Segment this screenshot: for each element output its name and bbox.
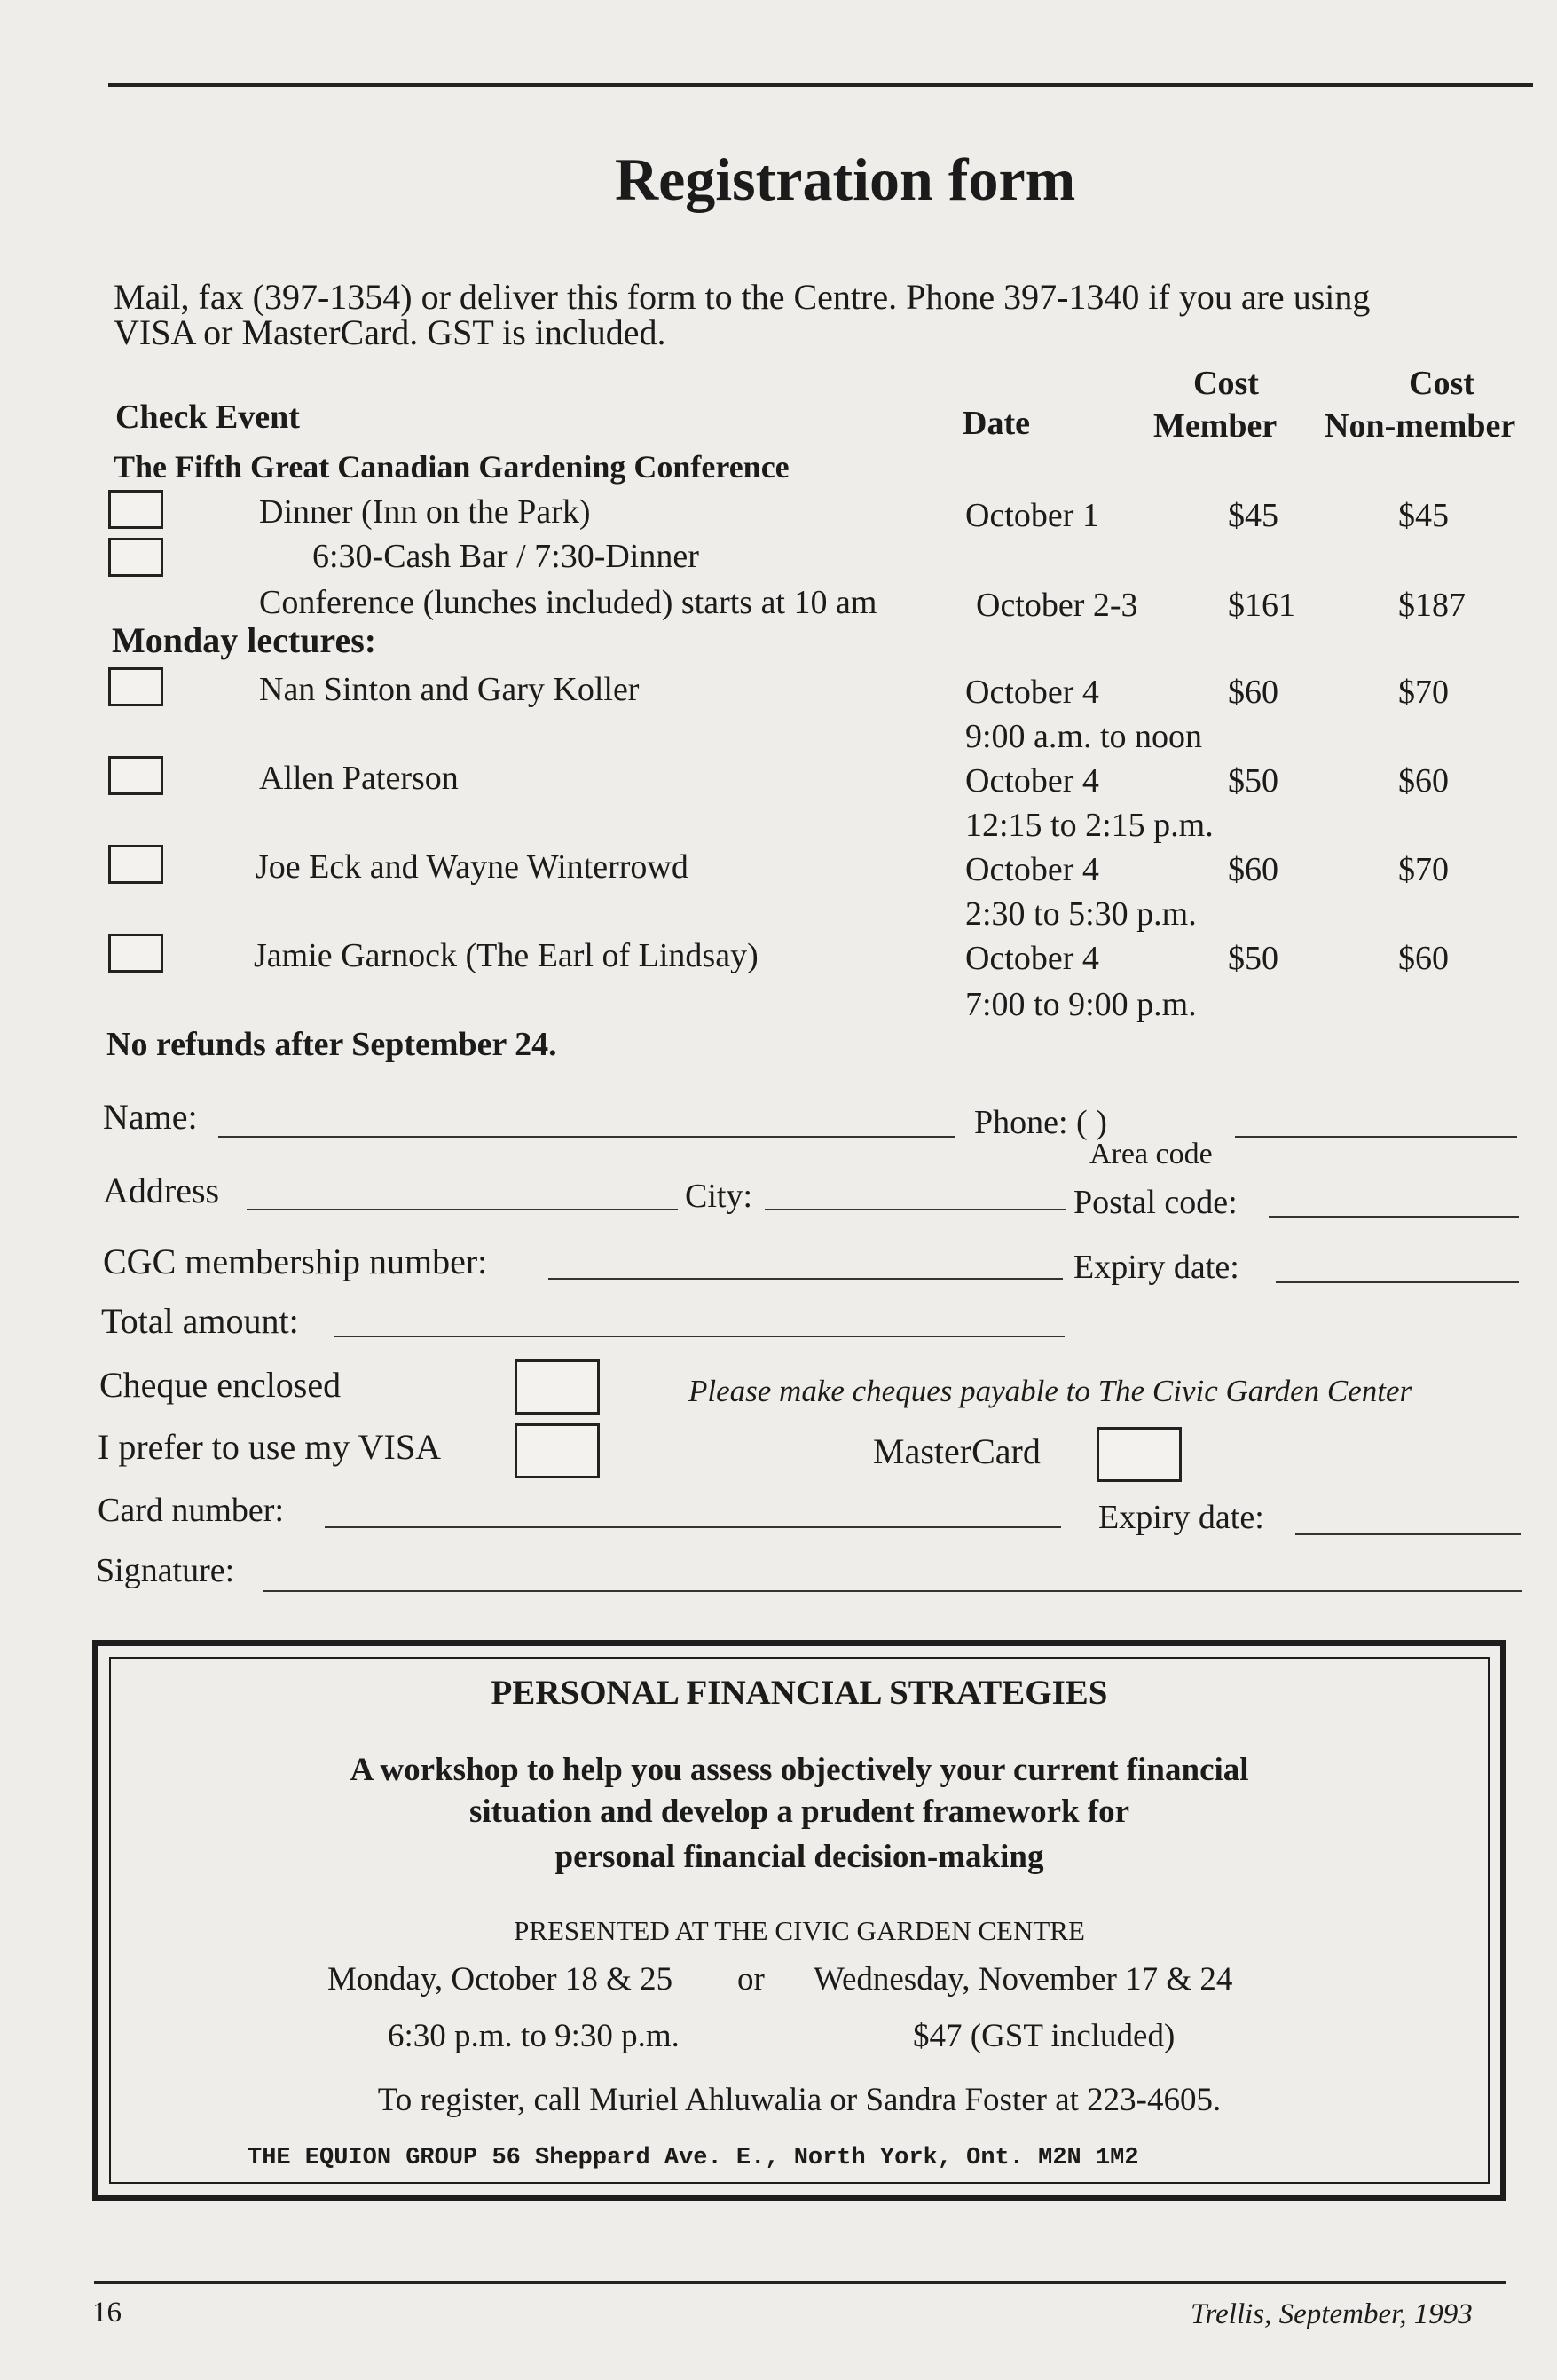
- total-amount-input-line[interactable]: [334, 1336, 1065, 1337]
- lecture-1-time: 9:00 a.m. to noon: [965, 718, 1203, 755]
- conference-title: The Fifth Great Canadian Gardening Conference: [114, 449, 790, 485]
- lecture-2-time: 12:15 to 2:15 p.m.: [965, 807, 1214, 844]
- card-number-input-line[interactable]: [325, 1526, 1061, 1528]
- lecture-4-time: 7:00 to 9:00 p.m.: [965, 986, 1197, 1023]
- lecture-1-name: Nan Sinton and Gary Koller: [259, 671, 640, 708]
- conference-date: October 2-3: [976, 587, 1138, 624]
- cash-bar-checkbox[interactable]: [108, 538, 163, 577]
- lecture-3-checkbox[interactable]: [108, 845, 163, 884]
- lecture-1-nonmember-cost: $70: [1398, 674, 1449, 711]
- header-check-event: Check Event: [115, 398, 300, 436]
- lecture-2-date: October 4: [965, 762, 1099, 800]
- card-number-label: Card number:: [98, 1492, 285, 1529]
- page-number: 16: [92, 2297, 122, 2329]
- intro-line-1: Mail, fax (397-1354) or deliver this form to the Centre. Phone 397-1340 if you are using: [114, 277, 1371, 317]
- ad-line-2: situation and develop a prudent framework for: [468, 1793, 1130, 1830]
- ad-time: 6:30 p.m. to 9:30 p.m.: [388, 2018, 680, 2054]
- dinner-name: Dinner (Inn on the Park): [259, 493, 591, 531]
- lecture-2-checkbox[interactable]: [108, 756, 163, 795]
- city-label: City:: [685, 1178, 753, 1215]
- bottom-rule: [94, 2281, 1506, 2284]
- top-rule: [108, 83, 1533, 87]
- phone-input-line[interactable]: [1235, 1136, 1517, 1138]
- visa-label: I prefer to use my VISA: [98, 1427, 441, 1467]
- mastercard-label: MasterCard: [873, 1431, 1041, 1471]
- intro-line-2: VISA or MasterCard. GST is included.: [114, 312, 666, 352]
- no-refunds-notice: No refunds after September 24.: [106, 1026, 557, 1063]
- ad-date-or: or: [737, 1961, 765, 1998]
- header-date: Date: [963, 405, 1030, 442]
- postal-code-input-line[interactable]: [1269, 1216, 1519, 1218]
- ad-line-1: A workshop to help you assess objectively your current financial: [350, 1752, 1249, 1788]
- cheque-enclosed-label: Cheque enclosed: [99, 1365, 342, 1405]
- dinner-date: October 1: [965, 497, 1099, 534]
- mastercard-checkbox[interactable]: [1097, 1427, 1182, 1482]
- lecture-1-date: October 4: [965, 674, 1099, 711]
- visa-checkbox[interactable]: [515, 1423, 600, 1478]
- header-member: Member: [1153, 407, 1278, 445]
- cheque-payable-note: Please make cheques payable to The Civic Garden Center: [688, 1374, 1412, 1408]
- expiry-date-input-line-1[interactable]: [1276, 1281, 1519, 1283]
- lecture-2-name: Allen Paterson: [259, 760, 459, 797]
- cgc-membership-label: CGC membership number:: [103, 1241, 488, 1281]
- signature-label: Signature:: [96, 1552, 235, 1589]
- expiry-date-label-1: Expiry date:: [1073, 1249, 1239, 1286]
- ad-date-left: Monday, October 18 & 25: [327, 1961, 673, 1998]
- lecture-2-member-cost: $50: [1228, 762, 1278, 800]
- lecture-3-member-cost: $60: [1228, 851, 1278, 888]
- ad-title: PERSONAL FINANCIAL STRATEGIES: [491, 1674, 1108, 1712]
- monday-lectures-label: Monday lectures:: [112, 620, 377, 660]
- financial-strategies-ad: [92, 1640, 1506, 2201]
- lecture-3-date: October 4: [965, 851, 1099, 888]
- address-label: Address: [103, 1170, 220, 1210]
- lecture-4-name: Jamie Garnock (The Earl of Lindsay): [254, 937, 759, 974]
- dinner-checkbox[interactable]: [108, 490, 163, 529]
- name-input-line[interactable]: [218, 1136, 955, 1138]
- lecture-2-nonmember-cost: $60: [1398, 762, 1449, 800]
- header-non-member: Non-member: [1325, 407, 1516, 445]
- lecture-4-checkbox[interactable]: [108, 934, 163, 973]
- area-code-label: Area code: [1089, 1138, 1213, 1170]
- conference-name: Conference (lunches included) starts at 10 am: [259, 584, 877, 621]
- cgc-membership-input-line[interactable]: [548, 1278, 1063, 1280]
- lecture-4-date: October 4: [965, 940, 1099, 977]
- expiry-date-input-line-2[interactable]: [1295, 1533, 1521, 1535]
- ad-presented-at: PRESENTED AT THE CIVIC GARDEN CENTRE: [514, 1915, 1085, 1946]
- lecture-4-member-cost: $50: [1228, 940, 1278, 977]
- page-title: Registration form: [615, 146, 1076, 213]
- show-through-ghost: [106, 155, 122, 226]
- ad-date-right: Wednesday, November 17 & 24: [814, 1961, 1233, 1998]
- expiry-date-label-2: Expiry date:: [1098, 1499, 1264, 1536]
- conference-member-cost: $161: [1228, 587, 1295, 624]
- publication-footer: Trellis, September, 1993: [1191, 2298, 1473, 2330]
- address-input-line[interactable]: [247, 1209, 678, 1210]
- lecture-1-checkbox[interactable]: [108, 667, 163, 706]
- postal-code-label: Postal code:: [1073, 1184, 1238, 1221]
- ad-register: To register, call Muriel Ahluwalia or Sandra Foster at 223-4605.: [377, 2082, 1222, 2118]
- name-label: Name:: [103, 1097, 198, 1137]
- lecture-3-time: 2:30 to 5:30 p.m.: [965, 895, 1197, 933]
- dinner-member-cost: $45: [1228, 497, 1278, 534]
- total-amount-label: Total amount:: [101, 1301, 299, 1341]
- ad-company-address: THE EQUION GROUP 56 Sheppard Ave. E., North York, Ont. M2N 1M2: [248, 2145, 1139, 2171]
- header-cost-nonmember-top: Cost: [1409, 365, 1474, 402]
- cheque-enclosed-checkbox[interactable]: [515, 1359, 600, 1415]
- header-cost-member-top: Cost: [1193, 365, 1259, 402]
- lecture-3-nonmember-cost: $70: [1398, 851, 1449, 888]
- lecture-4-nonmember-cost: $60: [1398, 940, 1449, 977]
- lecture-3-name: Joe Eck and Wayne Winterrowd: [256, 848, 688, 886]
- lecture-1-member-cost: $60: [1228, 674, 1278, 711]
- city-input-line[interactable]: [765, 1209, 1066, 1210]
- conference-nonmember-cost: $187: [1398, 587, 1466, 624]
- signature-input-line[interactable]: [263, 1590, 1522, 1592]
- ad-price: $47 (GST included): [913, 2018, 1176, 2054]
- dinner-nonmember-cost: $45: [1398, 497, 1449, 534]
- phone-label: Phone: ( ): [974, 1104, 1107, 1141]
- ad-line-3: personal financial decision-making: [554, 1839, 1044, 1875]
- dinner-sub: 6:30-Cash Bar / 7:30-Dinner: [312, 538, 699, 575]
